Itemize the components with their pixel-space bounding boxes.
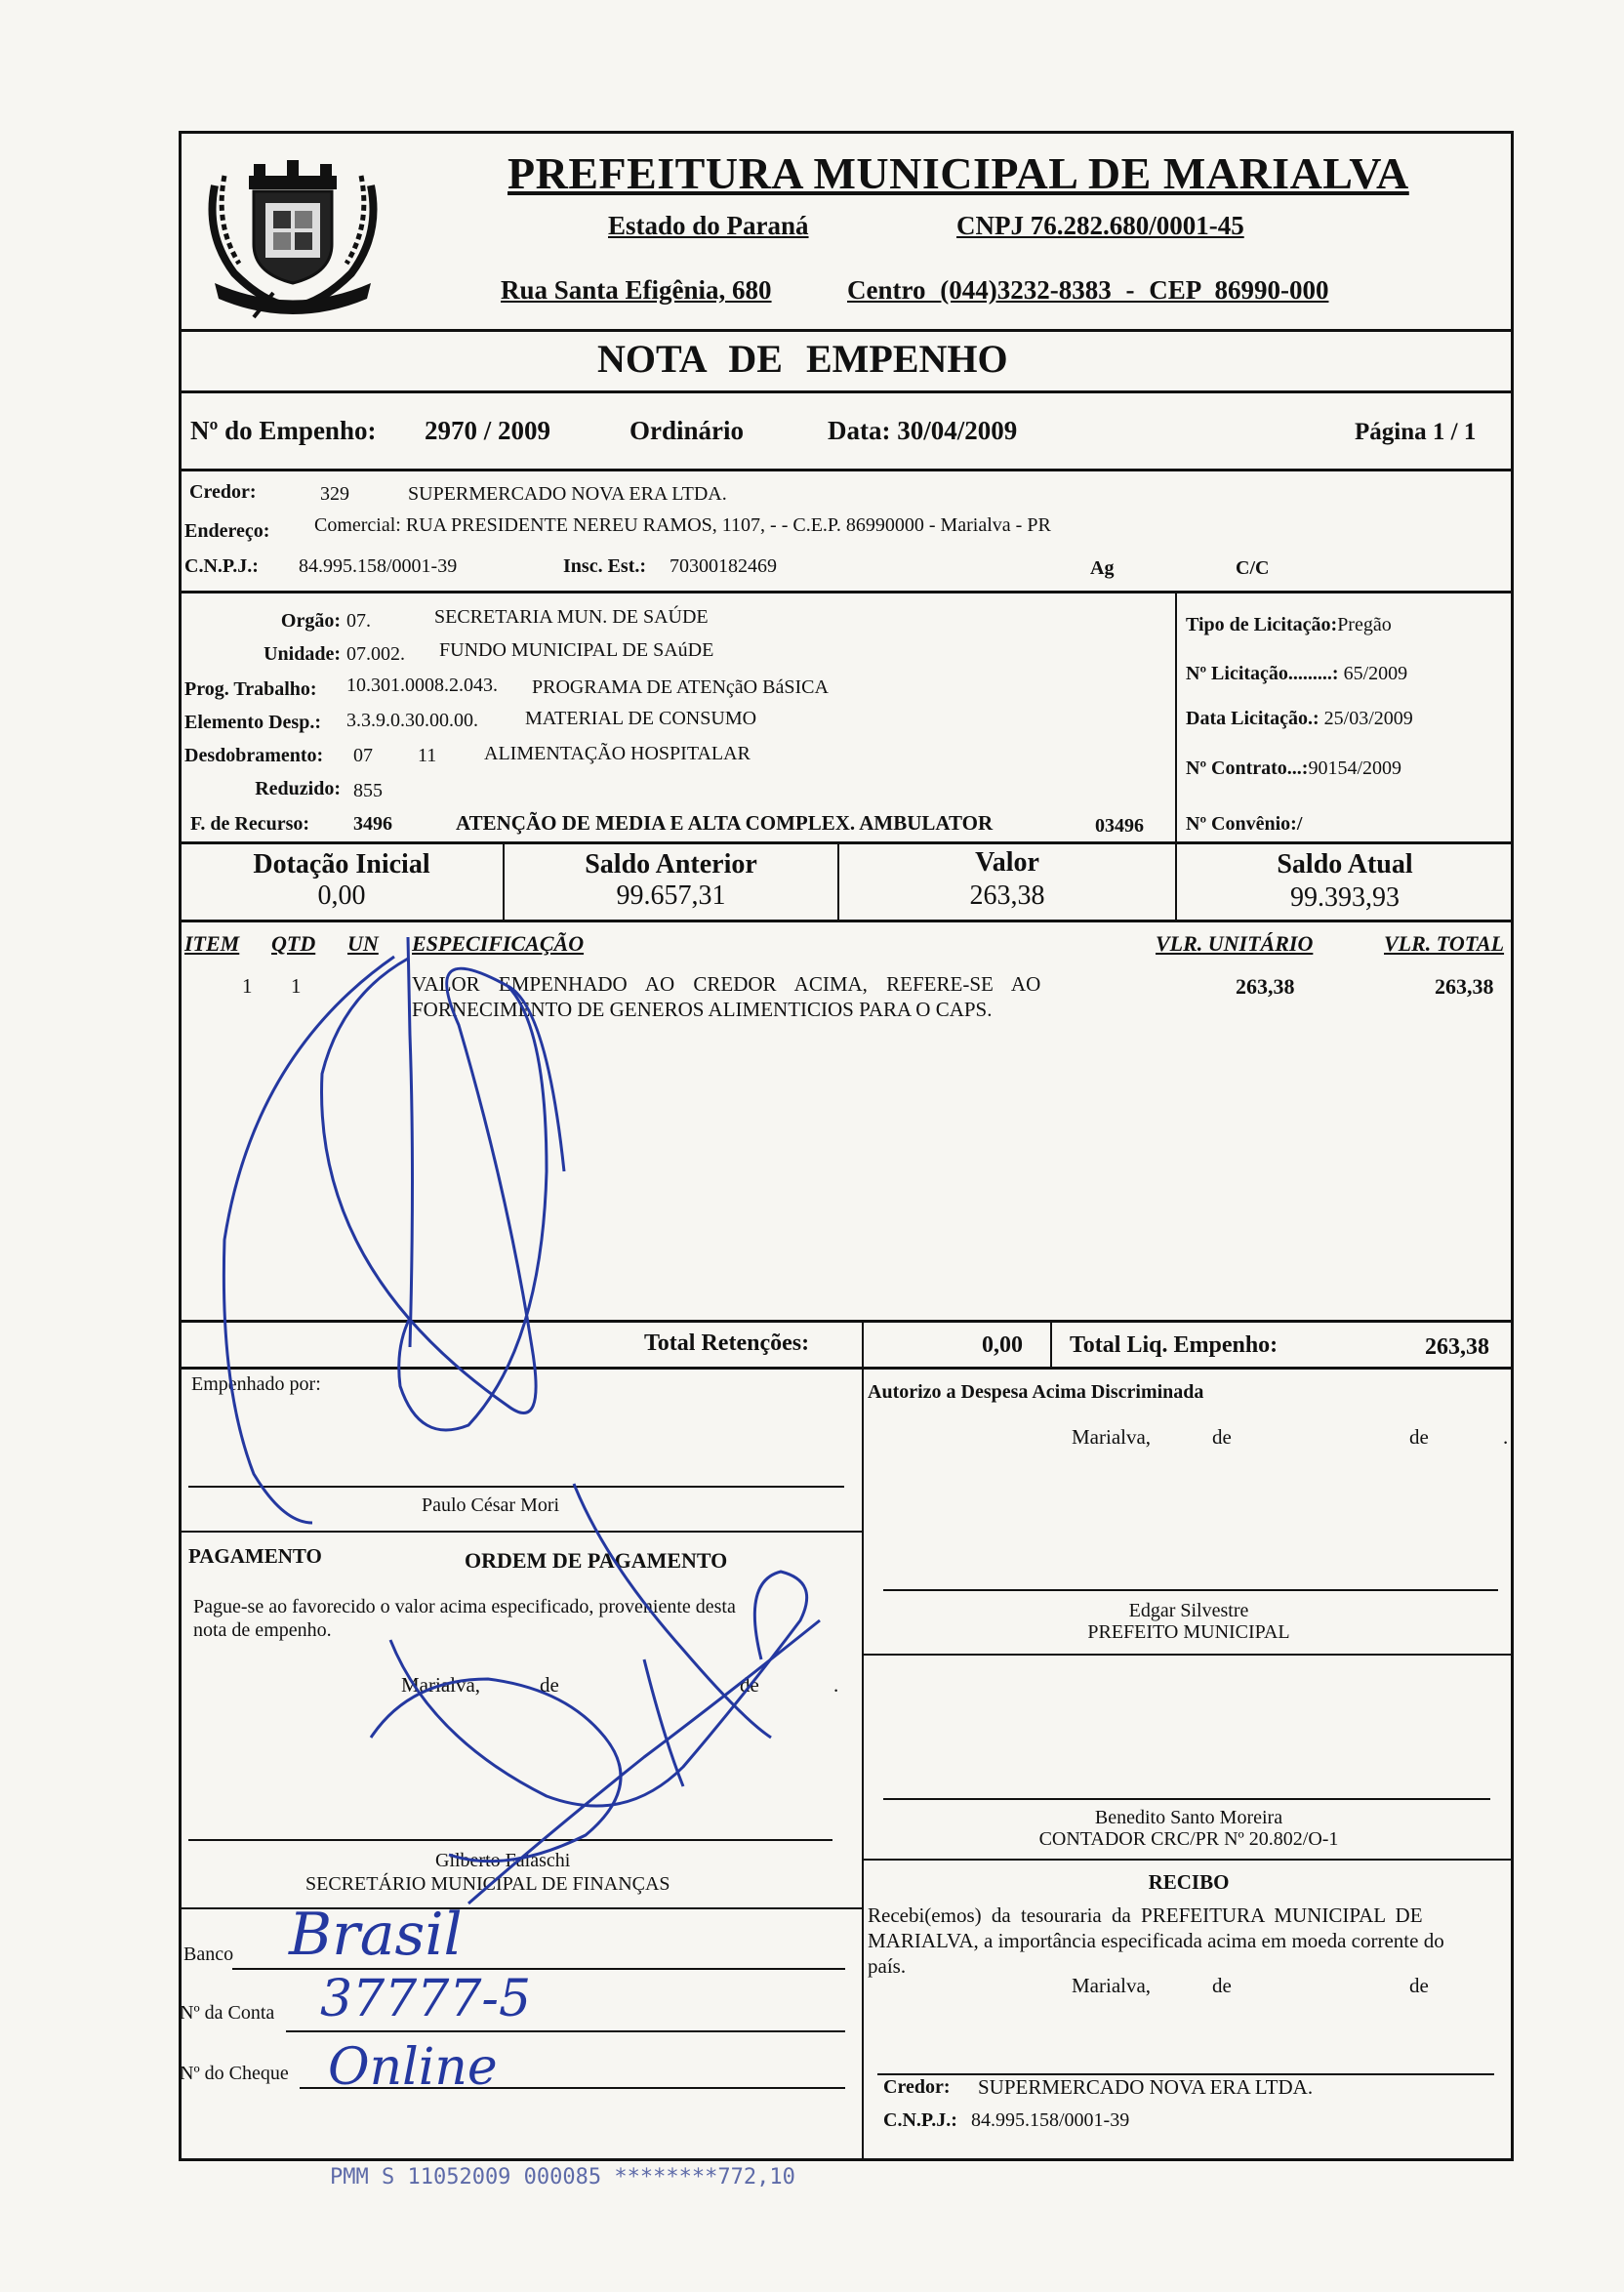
recibo-line2: MARIALVA, a importância especificada acima em moeda corrente do xyxy=(868,1929,1444,1952)
recibo-title: RECIBO xyxy=(1148,1870,1230,1894)
pagamento-dot: . xyxy=(833,1673,839,1697)
unidade-name: FUNDO MUNICIPAL DE SAúDE xyxy=(439,639,714,661)
ag-label: Ag xyxy=(1090,557,1115,579)
recurso-name: ATENÇÃO DE MEDIA E ALTA COMPLEX. AMBULATOR xyxy=(456,811,994,835)
orgao-name: SECRETARIA MUN. DE SAÚDE xyxy=(434,606,709,628)
empenhado-por-label: Empenhado por: xyxy=(191,1373,321,1395)
prefeito-role: PREFEITO MUNICIPAL xyxy=(1087,1621,1290,1643)
endereco-label: Endereço: xyxy=(184,520,270,542)
item-qtd: 1 xyxy=(291,974,302,998)
recurso-code2: 03496 xyxy=(1095,815,1144,837)
orgao-label: Orgão: xyxy=(280,610,341,632)
saldo-anterior-value: 99.657,31 xyxy=(616,880,726,911)
insc-value: 70300182469 xyxy=(670,555,777,577)
pagamento-de2: de xyxy=(740,1673,759,1697)
financas-role: SECRETÁRIO MUNICIPAL DE FINANÇAS xyxy=(305,1873,670,1895)
desdobramento-code1: 07 xyxy=(353,745,373,766)
contador-role: CONTADOR CRC/PR Nº 20.802/O-1 xyxy=(1038,1828,1339,1850)
prefeitura-title: PREFEITURA MUNICIPAL DE MARIALVA xyxy=(508,148,1409,198)
financas-signer: Gilberto Falaschi xyxy=(435,1850,571,1871)
liq-label: Total Liq. Empenho: xyxy=(1070,1332,1279,1358)
contact-header: Centro (044)3232-8383 - CEP 86990-000 xyxy=(847,275,1329,305)
elemento-code: 3.3.9.0.30.00.00. xyxy=(346,710,478,731)
item-number: 1 xyxy=(242,974,253,998)
banco-label: Banco xyxy=(183,1944,234,1965)
col-item: ITEM xyxy=(184,931,240,956)
saldo-anterior-label: Saldo Anterior xyxy=(585,849,757,880)
doc-title: NOTA DE EMPENHO xyxy=(597,337,1008,381)
retencoes-label: Total Retenções: xyxy=(644,1330,810,1356)
conta-handwritten: 37777-5 xyxy=(320,1970,532,2028)
recibo-marialva: Marialva, xyxy=(1072,1974,1152,1997)
retencoes-value: 0,00 xyxy=(982,1332,1023,1358)
recurso-label: F. de Recurso: xyxy=(190,813,310,835)
prog-code: 10.301.0008.2.043. xyxy=(346,675,498,696)
pagamento-de1: de xyxy=(540,1673,559,1697)
recibo-line1: Recebi(emos) da tesouraria da PREFEITURA MUNICIPAL DE xyxy=(868,1903,1423,1927)
municipal-crest-icon xyxy=(195,146,390,322)
recurso-code: 3496 xyxy=(353,813,392,835)
empenhado-signer: Paulo César Mori xyxy=(422,1494,560,1516)
item-total-value: 263,38 xyxy=(1435,974,1494,999)
credor-code: 329 xyxy=(320,483,349,505)
data-licitacao-label: Data Licitação.: 25/03/2009 xyxy=(1186,708,1413,729)
recibo-cnpj: 84.995.158/0001-39 xyxy=(971,2109,1130,2131)
insc-label: Insc. Est.: xyxy=(563,555,647,577)
recibo-de1: de xyxy=(1212,1974,1232,1997)
autorizo-marialva: Marialva, xyxy=(1072,1425,1152,1449)
recibo-credor-name: SUPERMERCADO NOVA ERA LTDA. xyxy=(978,2075,1314,2099)
page-indicator: Página 1 / 1 xyxy=(1355,419,1477,445)
cnpj-header: CNPJ 76.282.680/0001-45 xyxy=(956,211,1244,240)
tipo-licitacao-label: Tipo de Licitação:Pregão xyxy=(1186,614,1392,635)
pague-line2: nota de empenho. xyxy=(193,1619,332,1641)
contrato-label: Nº Contrato...:90154/2009 xyxy=(1186,757,1402,779)
convenio-label: Nº Convênio:/ xyxy=(1186,813,1303,835)
empenho-number: 2970 / 2009 xyxy=(425,416,551,445)
valor-label: Valor xyxy=(975,847,1039,878)
desdobramento-code2: 11 xyxy=(418,745,437,766)
state-label: Estado do Paraná xyxy=(608,211,809,240)
pague-line1: Pague-se ao favorecido o valor acima especificado, proveniente desta xyxy=(193,1596,736,1617)
prog-label: Prog. Trabalho: xyxy=(184,678,317,700)
conta-label: Nº da Conta xyxy=(180,2002,275,2024)
desdobramento-label: Desdobramento: xyxy=(184,745,324,766)
recibo-de2: de xyxy=(1409,1974,1429,1997)
unidade-code: 07.002. xyxy=(346,643,405,665)
reduzido-label: Reduzido: xyxy=(255,778,341,799)
recibo-credor-label: Credor: xyxy=(883,2076,951,2098)
credor-cnpj-label: C.N.P.J.: xyxy=(184,555,259,577)
credor-address: Comercial: RUA PRESIDENTE NEREU RAMOS, 1107, - - C.E.P. 86990000 - Marialva - PR xyxy=(314,514,1051,536)
saldo-atual-value: 99.393,93 xyxy=(1290,882,1400,913)
item-spec-line2: FORNECIMENTO DE GENEROS ALIMENTICIOS PARA O CAPS. xyxy=(412,998,993,1021)
address-header: Rua Santa Efigênia, 680 xyxy=(501,275,772,305)
credor-cnpj: 84.995.158/0001-39 xyxy=(299,555,458,577)
cc-label: C/C xyxy=(1236,557,1270,579)
empenho-number-label: Nº do Empenho: xyxy=(190,416,377,445)
autorizo-label: Autorizo a Despesa Acima Discriminada xyxy=(868,1381,1204,1403)
reduzido-code: 855 xyxy=(353,780,383,801)
cheque-handwritten: Online xyxy=(328,2038,498,2097)
elemento-label: Elemento Desp.: xyxy=(184,712,321,733)
autorizo-dot: . xyxy=(1503,1425,1509,1449)
ordem-pagamento-label: ORDEM DE PAGAMENTO xyxy=(465,1548,728,1573)
credor-name: SUPERMERCADO NOVA ERA LTDA. xyxy=(408,483,727,505)
dotacao-label: Dotação Inicial xyxy=(253,849,430,880)
saldo-atual-label: Saldo Atual xyxy=(1277,849,1413,880)
autorizo-de2: de xyxy=(1409,1425,1429,1449)
recibo-line3: país. xyxy=(868,1954,907,1978)
empenho-type: Ordinário xyxy=(629,416,745,445)
protocol-stamp: PMM S 11052009 000085 ********772,10 xyxy=(330,2165,795,2190)
valor-value: 263,38 xyxy=(969,880,1045,911)
elemento-name: MATERIAL DE CONSUMO xyxy=(525,708,757,729)
recibo-cnpj-label: C.N.P.J.: xyxy=(883,2109,957,2131)
desdobramento-name: ALIMENTAÇÃO HOSPITALAR xyxy=(484,743,751,764)
dotacao-value: 0,00 xyxy=(317,880,366,911)
numero-licitacao-label: Nº Licitação.........: 65/2009 xyxy=(1186,663,1408,684)
col-vlr-total: VLR. TOTAL xyxy=(1384,931,1505,956)
credor-label: Credor: xyxy=(189,481,257,503)
pagamento-label: PAGAMENTO xyxy=(188,1544,322,1568)
autorizo-de1: de xyxy=(1212,1425,1232,1449)
banco-handwritten: Brasil xyxy=(289,1901,463,1969)
liq-value: 263,38 xyxy=(1425,1334,1489,1360)
orgao-code: 07. xyxy=(346,610,371,632)
pagamento-marialva: Marialva, xyxy=(401,1673,481,1697)
cheque-label: Nº do Cheque xyxy=(180,2063,289,2084)
item-unit-value: 263,38 xyxy=(1236,974,1295,999)
unidade-label: Unidade: xyxy=(264,643,341,665)
empenho-date: Data: 30/04/2009 xyxy=(828,416,1018,445)
contador-name: Benedito Santo Moreira xyxy=(1094,1807,1283,1828)
col-qtd: QTD xyxy=(271,931,316,956)
col-especificacao: ESPECIFICAÇÃO xyxy=(412,931,585,956)
col-un: UN xyxy=(347,931,379,956)
item-spec-line1: VALOR EMPENHADO AO CREDOR ACIMA, REFERE-SE AO xyxy=(412,972,1041,996)
col-vlr-unitario: VLR. UNITÁRIO xyxy=(1156,931,1314,956)
prefeito-name: Edgar Silvestre xyxy=(1128,1600,1249,1621)
prog-name: PROGRAMA DE ATENçãO BáSICA xyxy=(532,676,829,698)
